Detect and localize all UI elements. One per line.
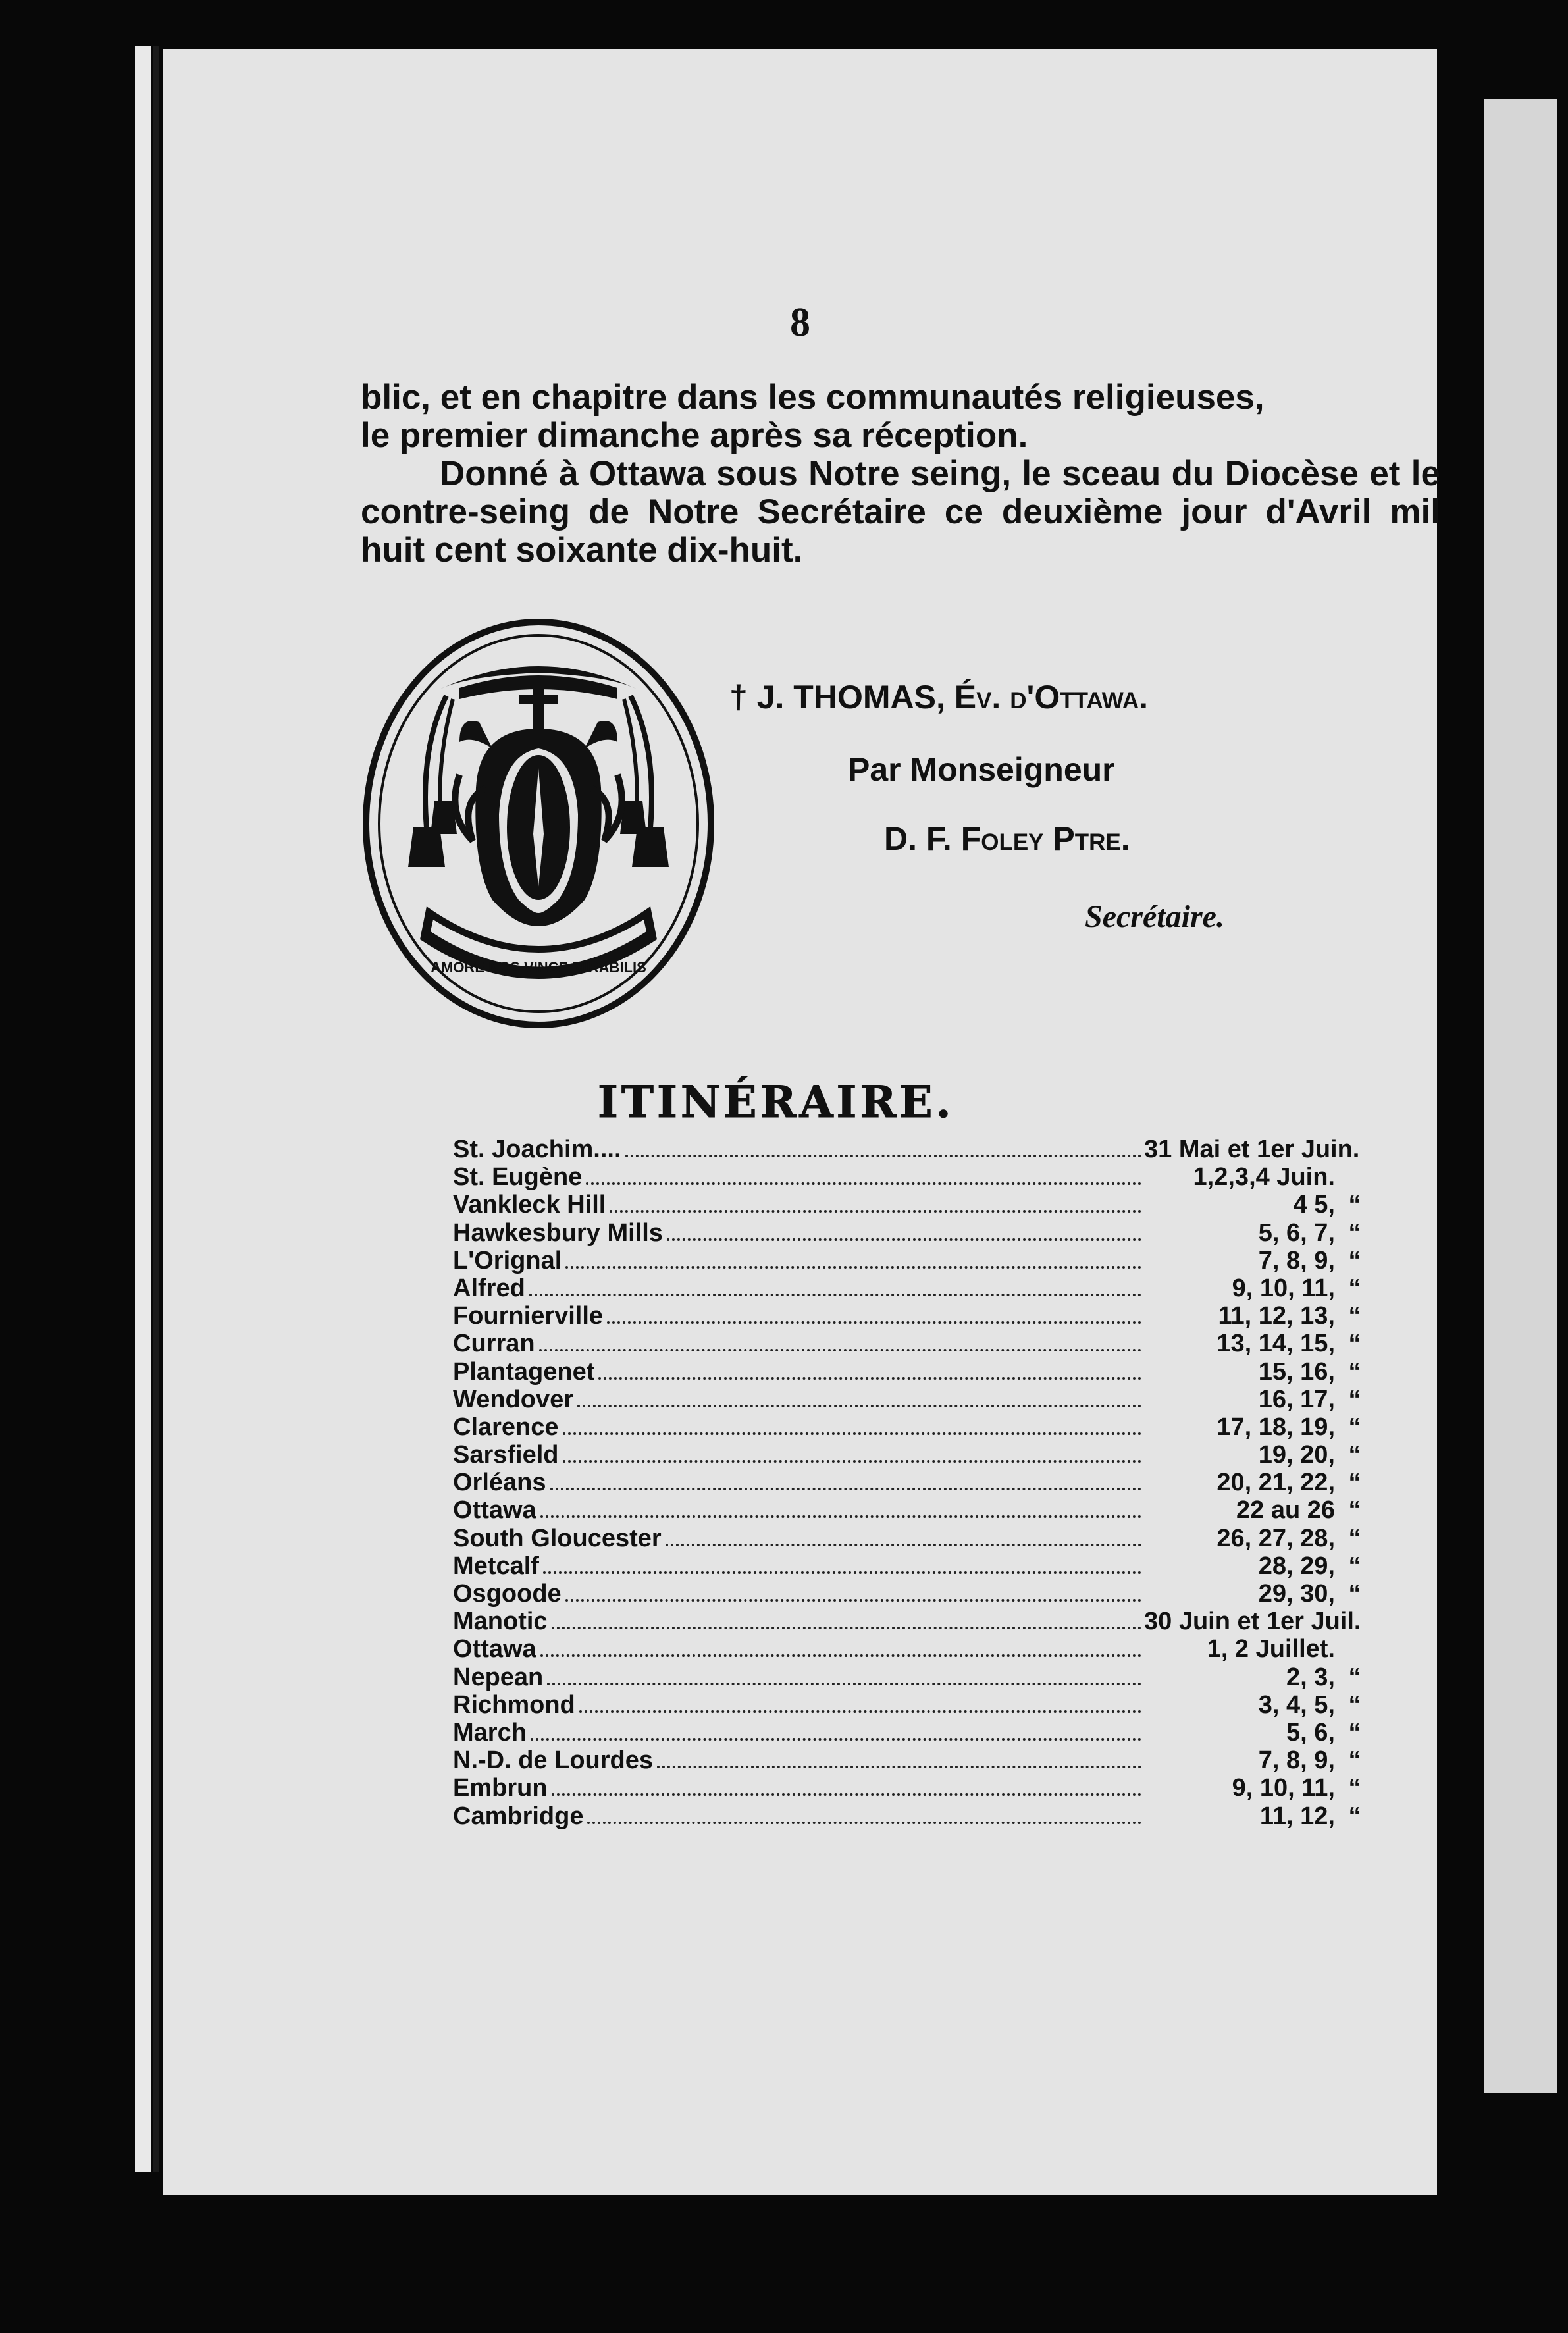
secretary-role: Secrétaire. [1085,899,1224,934]
itinerary-place: Manotic [453,1608,548,1636]
dot-leader [577,1405,1141,1407]
ditto-mark: “ [1348,1357,1361,1386]
ditto-mark: “ [1348,1413,1361,1441]
itinerary-date: 9, 10, 11, [1232,1274,1335,1302]
dot-leader [565,1599,1141,1602]
itinerary-date: 31 Mai et 1er Juin. [1144,1136,1360,1163]
ditto-mark: “ [1348,1219,1361,1247]
dot-leader [587,1822,1141,1824]
itinerary-date: 17, 18, 19, [1216,1413,1335,1441]
itinerary-date: 13, 14, 15, [1216,1330,1335,1358]
dot-leader [598,1377,1141,1380]
itinerary-place: Vankleck Hill [453,1191,606,1219]
itinerary-place: N.-D. de Lourdes [453,1746,654,1775]
itinerary-date: 29, 30, [1258,1580,1335,1608]
itinerary-place: Nepean [453,1663,544,1691]
itinerary-row [453,1302,1374,1330]
itinerary-row [453,1163,1374,1191]
dot-leader [667,1238,1141,1241]
secretary-signature [884,820,1130,858]
itinerary-row [453,1136,1374,1163]
itinerary-place: Alfred [453,1274,525,1302]
itinerary-date: 3, 4, 5, [1258,1691,1335,1719]
itinerary-date: 11, 12, [1259,1802,1335,1830]
ditto-mark: “ [1348,1496,1361,1525]
secretary-name: Foley Ptre. [960,820,1130,857]
itinerary-date: 9, 10, 11, [1232,1774,1335,1802]
itinerary-date: 30 Juin et 1er Juil. [1144,1608,1361,1636]
itinerary-row [453,1219,1374,1247]
book-spine-shadow [153,46,159,2172]
itinerary-place: Curran [453,1330,535,1358]
dot-leader [540,1654,1141,1657]
itinerary-row [453,1386,1374,1413]
dot-leader [550,1488,1141,1490]
itinerary-list [453,1136,1374,1830]
itinerary-row [453,1608,1374,1635]
ditto-mark: “ [1348,1191,1361,1219]
dot-leader [625,1155,1141,1157]
itinerary-place: Plantagenet [453,1357,595,1386]
svg-text:AMORE NOS VINCE MIRABILIS: AMORE NOS VINCE MIRABILIS [431,959,646,976]
dot-leader [547,1683,1141,1685]
ditto-mark: “ [1348,1718,1361,1746]
itinerary-place: March [453,1718,527,1746]
dot-leader [607,1321,1141,1324]
itinerary-row [453,1774,1374,1802]
itinerary-date: 7, 8, 9, [1258,1746,1335,1775]
dot-leader [539,1349,1141,1351]
ditto-mark: “ [1348,1274,1361,1302]
ditto-mark: “ [1348,1469,1361,1497]
ditto-mark: “ [1348,1691,1361,1719]
itinerary-place: Cambridge [453,1802,584,1830]
dot-leader [563,1460,1141,1463]
body-line-2: le premier dimanche après sa réception. [361,416,1028,455]
itinerary-place: Osgoode [453,1580,562,1608]
bishop-name: † J. THOMAS, [729,679,954,716]
itinerary-place: L'Orignal [453,1246,562,1274]
itinerary-row [453,1496,1374,1524]
ditto-mark: “ [1348,1302,1361,1330]
bishop-title: Év. d'Ottawa. [954,679,1149,716]
dot-leader [586,1182,1141,1185]
dot-leader [531,1738,1141,1741]
itinerary-row [453,1691,1374,1719]
itinerary-date: 1,2,3,4 Juin. [1193,1163,1335,1192]
itinerary-row [453,1247,1374,1274]
itinerary-place: Richmond [453,1691,575,1719]
facing-page-edge [1484,99,1557,2093]
itinerary-place: Sarsfield [453,1441,559,1469]
dot-leader [540,1515,1141,1518]
document-page [163,49,1440,2195]
dot-leader [543,1571,1141,1574]
ditto-mark: “ [1348,1774,1361,1802]
itinerary-place: St. Joachim.... [453,1136,621,1163]
itinerary-place: Clarence [453,1413,559,1441]
ditto-mark: “ [1348,1385,1361,1413]
itinerary-place: Hawkesbury Mills [453,1219,663,1247]
itinerary-place: St. Eugène [453,1163,583,1192]
par-monseigneur: Par Monseigneur [848,751,1115,788]
itinerary-row [453,1746,1374,1774]
itinerary-date: 5, 6, 7, [1258,1219,1335,1247]
itinerary-row [453,1441,1374,1469]
bishop-signature [729,678,1148,716]
dot-leader [552,1793,1141,1796]
itinerary-date: 28, 29, [1258,1552,1335,1580]
ditto-mark: “ [1348,1524,1361,1552]
itinerary-place: Ottawa [453,1496,536,1525]
itinerary-date: 4 5, [1293,1191,1335,1219]
body-line-1: blic, et en chapitre dans les communautés religieuses, [361,378,1265,417]
itinerary-row [453,1191,1374,1219]
itinerary-date: 16, 17, [1258,1385,1335,1413]
itinerary-row [453,1413,1374,1441]
itinerary-date: 7, 8, 9, [1258,1246,1335,1274]
body-text [361,379,1440,569]
episcopal-seal-icon [361,617,716,1030]
ditto-mark: “ [1348,1330,1361,1358]
itinerary-place: Ottawa [453,1635,536,1664]
ditto-mark: “ [1348,1663,1361,1691]
itinerary-place: Metcalf [453,1552,539,1580]
itinerary-row [453,1469,1374,1496]
secretary-initials: D. F. [884,820,961,857]
itinerary-place: Embrun [453,1774,548,1802]
itinerary-row [453,1664,1374,1691]
ditto-mark: “ [1348,1246,1361,1274]
itinerary-date: 1, 2 Juillet. [1207,1635,1335,1664]
dot-leader [657,1766,1141,1768]
itinerary-place: Fournierville [453,1302,604,1330]
itinerary-date: 15, 16, [1258,1357,1335,1386]
dot-leader [565,1266,1141,1269]
itinerary-place: Wendover [453,1385,574,1413]
page-number: 8 [790,300,810,345]
itinerary-date: 5, 6, [1286,1718,1335,1746]
itinerary-place: Orléans [453,1469,546,1497]
dot-leader [529,1294,1141,1296]
itinerary-date: 22 au 26 [1236,1496,1335,1525]
itinerary-date: 2, 3, [1286,1663,1335,1691]
itinerary-date: 11, 12, 13, [1218,1302,1335,1330]
book-spine-edge [135,46,151,2172]
dot-leader [579,1710,1141,1713]
itinerary-row [453,1274,1374,1302]
itinerary-row [453,1330,1374,1357]
itinerary-row [453,1580,1374,1608]
itinerary-date: 26, 27, 28, [1216,1524,1335,1552]
itinerary-date: 19, 20, [1258,1441,1335,1469]
dot-leader [563,1432,1141,1435]
itinerary-title: ITINÉRAIRE. [598,1076,954,1128]
itinerary-row [453,1358,1374,1386]
dot-leader [666,1544,1141,1546]
ditto-mark: “ [1348,1802,1361,1830]
dot-leader [552,1627,1141,1629]
ditto-mark: “ [1348,1746,1361,1775]
ditto-mark: “ [1348,1441,1361,1469]
ditto-mark: “ [1348,1580,1361,1608]
itinerary-row [453,1802,1374,1830]
ditto-mark: “ [1348,1552,1361,1580]
itinerary-row [453,1525,1374,1552]
body-paragraph-2: Donné à Ottawa sous Notre seing, le sceau du Diocèse et le contre-seing de Notre Secrétaire ce deuxième jour d'Avril mil huit cent soixante dix-huit. [361,454,1440,569]
itinerary-place: South Gloucester [453,1524,662,1552]
itinerary-date: 20, 21, 22, [1216,1469,1335,1497]
itinerary-row [453,1635,1374,1663]
itinerary-row [453,1552,1374,1580]
dot-leader [610,1210,1141,1213]
itinerary-row [453,1719,1374,1746]
